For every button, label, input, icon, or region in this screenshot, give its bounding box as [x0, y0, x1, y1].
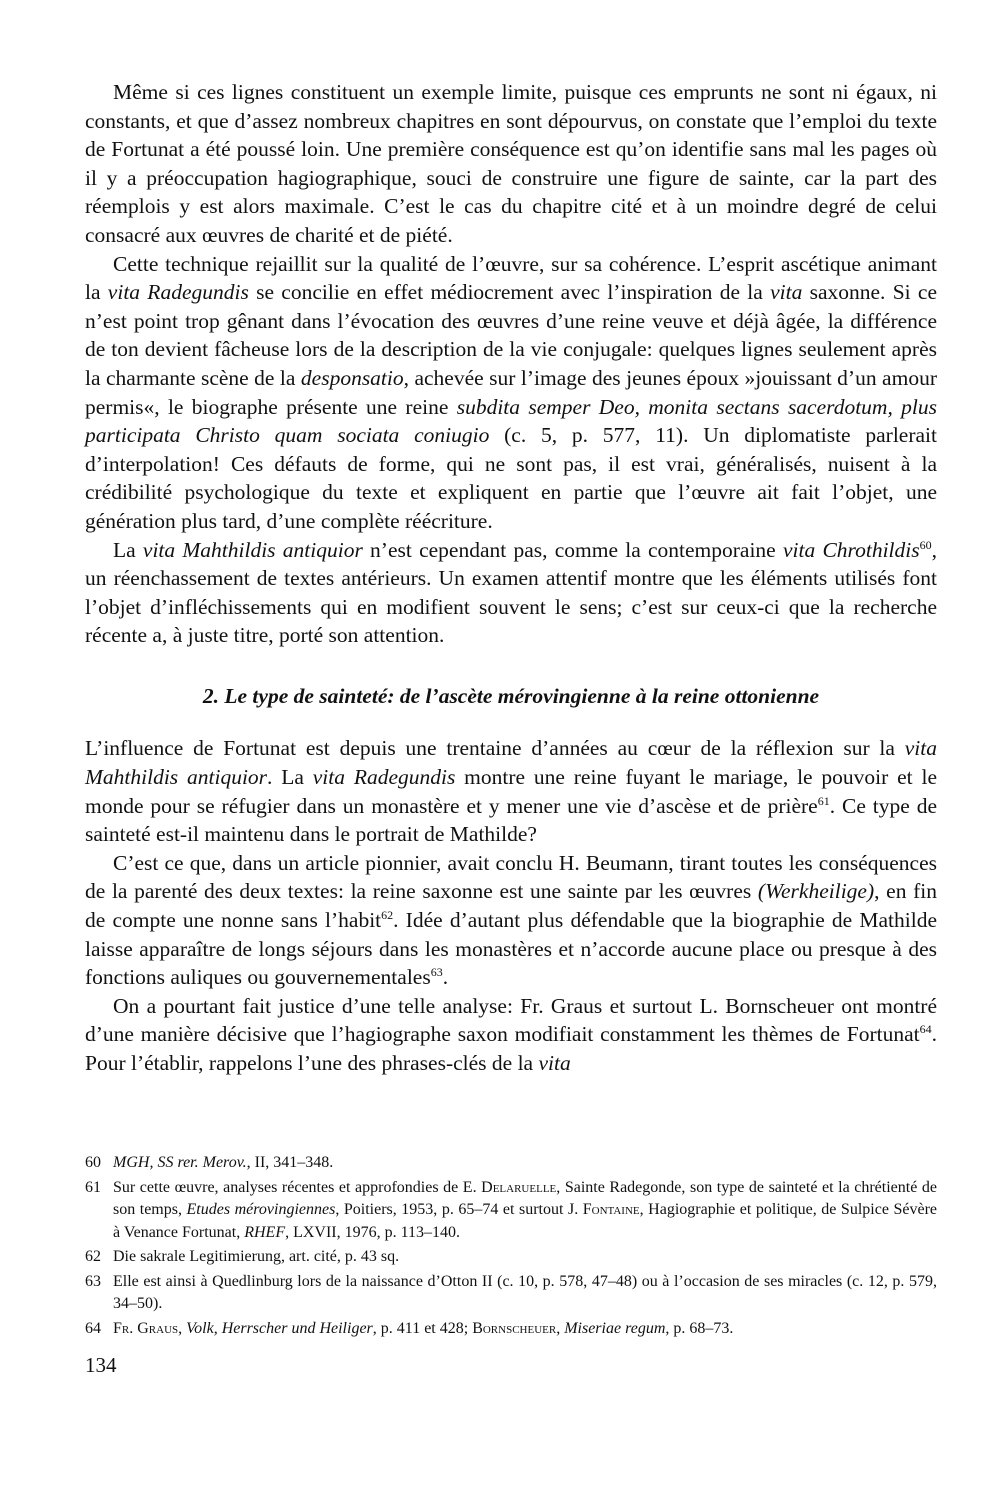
footnote-ref[interactable]: 63 [430, 965, 443, 980]
footnote-text [113, 1152, 937, 1175]
paragraph-1-text: Même si ces lignes constituent un exemple limite, puisque ces emprunts ne sont ni égaux, ni constants, et que d’assez nombreux chapitres en sont dépourvus, on constate que l’emploi du texte de Fortunat a été poussé loin. Une première conséquence est qu’on identifie sans mal les pages où il y a préoccupation hagiographique, souci de construire une figure de sainte, car la part des réemplois y est alors maximale. C’est le cas du chapitre cité et à un moindre degré de celui consacré aux œuvres de charité et de piété. [85, 80, 937, 247]
page-number: 134 [85, 1353, 117, 1377]
text-run: L’influence de Fortunat est depuis une trentaine d’années au cœur de la réflexion sur la [85, 736, 905, 761]
italic-run: vita Mahthildis antiquior [142, 537, 363, 562]
footnote-text [113, 1271, 937, 1316]
text-run: . La [267, 765, 313, 790]
footnote-64 [85, 1318, 937, 1341]
footnote-60 [85, 1152, 937, 1175]
footnotes [85, 1152, 937, 1342]
text-run: , [556, 1319, 565, 1337]
author-name: Fr. Graus [113, 1319, 179, 1337]
footnote-ref[interactable]: 61 [817, 793, 830, 808]
footnote-61 [85, 1177, 937, 1245]
italic-run: Volk, Herrscher und Heiliger [186, 1319, 373, 1337]
footnote-ref[interactable]: 62 [381, 907, 394, 922]
text-run: Sur cette œuvre, analyses récentes et approfondies de E. [113, 1178, 482, 1196]
text-run: Elle est ainsi à Quedlinburg lors de la naissance d’Otton II (c. 10, p. 578, 47–48) ou à l’occasion de ses miracles (c. 12, p. 579, 34–50). [113, 1272, 937, 1312]
text-run: La [113, 537, 143, 562]
paragraph-4 [85, 734, 937, 848]
italic-run: vita Radegundis [312, 765, 456, 790]
italic-run: vita Radegundis [107, 280, 249, 305]
paragraph-2 [85, 250, 937, 536]
text-run: , p. 411 et 428; [372, 1319, 473, 1337]
text-run: . Ce type de sainteté est-il maintenu dans le portrait de Mathilde? [85, 793, 937, 847]
italic-run: Miseriae regum [564, 1319, 666, 1337]
paragraph-5 [85, 849, 937, 992]
footnote-number: 63 [85, 1272, 101, 1290]
text-run: , achevée sur l’image des jeunes époux »jouissant d’un amour permis«, le biographe présente une reine [85, 365, 937, 419]
text-run: , en fin de compte une nonne sans l’habit [85, 879, 937, 933]
text-run: montre une reine fuyant le mariage, le pouvoir et le monde pour se réfugier dans un monastère et y mener une vie d’ascèse et de prière [85, 765, 937, 818]
italic-run: (Werkheilige) [757, 879, 875, 904]
text-run: , Sainte Radegonde, son type de sainteté et la chrétienté de son temps, [113, 1178, 937, 1218]
footnote-number: 64 [85, 1319, 101, 1337]
footnote-text [113, 1177, 937, 1245]
text-run: Cette technique rejaillit sur la qualité de l’œuvre, sur sa cohérence. L’esprit ascétique animant la [85, 251, 937, 305]
italic-run: vita [770, 280, 803, 305]
paragraph-3 [85, 536, 937, 650]
paragraph-1 [85, 78, 937, 250]
footnote-number: 61 [85, 1178, 101, 1196]
text-run: , p. 68–73. [665, 1319, 734, 1337]
footnote-text [113, 1246, 937, 1269]
text-run: , [178, 1319, 187, 1337]
footnote-number: 60 [85, 1154, 101, 1171]
text-run: (c. 5, p. 577, 11). Un diplomatiste parlerait d’interpolation! Ces défauts de forme, qui ne sont pas, il est vrai, généralisés, nuisent à la crédibilité psychologique du texte et expliquent en partie que l’œuvre ait fait l’objet, une génération plus tard, d’une complète réécriture. [85, 423, 937, 533]
italic-run: MGH, SS rer. Merov. [113, 1154, 247, 1171]
text-run: . [442, 965, 449, 990]
italic-run: vita Mahthildis antiquior [85, 736, 937, 790]
text-run: C’est ce que, dans un article pionnier, avait conclu H. Beumann, tirant toutes les conséquences de la parenté des deux textes: la reine saxonne est une sainte par les œuvres [85, 850, 937, 904]
author-name: Bornscheuer [472, 1319, 557, 1337]
section-number: 2. [202, 683, 219, 708]
italic-run: Etudes mérovingiennes [186, 1201, 336, 1218]
text-run: se concilie en effet médiocrement avec l’inspiration de la [248, 280, 771, 305]
text-run: Die sakrale Legitimierung, art. cité, p. 43 sq. [113, 1248, 400, 1265]
author-name: Delaruelle [481, 1178, 557, 1196]
text-run: . Pour l’établir, rappelons l’une des phrases-clés de la [85, 1022, 937, 1075]
footnote-ref[interactable]: 60 [919, 537, 932, 552]
text-run: , Poitiers, 1953, p. 65–74 et surtout J. [335, 1201, 583, 1218]
text-run: saxonne. Si ce n’est point trop gênant dans l’évocation des œuvres d’une reine veuve et déjà âgée, la différence de ton devient fâcheuse lors de la description de la vie conjugale: quelques lignes seulement après la charmante scène de la [85, 280, 937, 390]
text-run: , un réenchassement de textes antérieurs. Un examen attentif montre que les éléments utilisés font l’objet d’infléchissements qui en modifient souvent le sens; c’est sur ceux-ci que la recherche récente a, à juste titre, porté son attention. [85, 537, 937, 648]
footnote-62 [85, 1246, 937, 1269]
italic-run: vita Chrothildis [782, 537, 920, 562]
italic-run: vita [538, 1051, 571, 1075]
italic-run: RHEF [244, 1223, 286, 1241]
text-run: , II, 341–348. [246, 1154, 334, 1171]
author-name: Fontaine [582, 1201, 640, 1218]
main-text [85, 78, 937, 1078]
text-run: . Idée d’autant plus défendable que la biographie de Mathilde laisse apparaître de longs séjours dans les monastères et n’accorde aucune place ou presque à des fonctions auliques ou gouvernementales [85, 908, 937, 990]
section-heading [85, 682, 937, 711]
text-run: , LXVII, 1976, p. 113–140. [285, 1223, 461, 1241]
text-run: , Hagiographie et politique, de Sulpice Sévère à Venance Fortunat, [113, 1201, 937, 1241]
footnote-63 [85, 1271, 937, 1316]
italic-run: subdita semper Deo, monita sectans sacerdotum, plus participata Christo quam sociata coniugio [85, 394, 937, 448]
text-run: On a pourtant fait justice d’une telle analyse: Fr. Graus et surtout L. Bornscheuer ont montré d’une manière décisive que l’hagiographe saxon modifiait constamment les thèmes de Fortunat [85, 993, 937, 1047]
text-run: n’est cependant pas, comme la contemporaine [362, 537, 783, 562]
footnote-number: 62 [85, 1248, 101, 1265]
italic-run: desponsatio [300, 365, 404, 390]
paragraph-6 [85, 992, 937, 1078]
section-title: Le type de sainteté: de l’ascète mérovingienne à la reine ottonienne [224, 683, 820, 708]
footnote-text [113, 1318, 937, 1341]
footnote-ref[interactable]: 64 [919, 1022, 932, 1037]
